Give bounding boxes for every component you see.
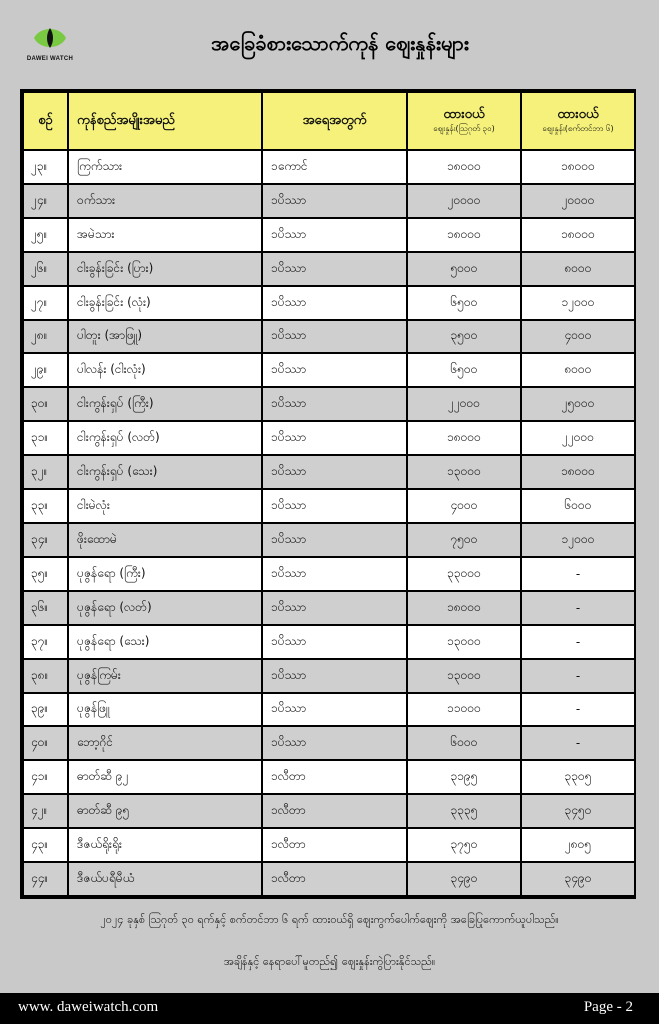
price-sep: ၆၀၀၀ — [521, 489, 635, 523]
item-name: ပုဇွန်ရော (ကြီး) — [68, 557, 262, 591]
item-name: ငါးခွန်းခြင်း (ပြား) — [68, 252, 262, 286]
price-sep: ၃၃၀၅ — [521, 760, 635, 794]
price-sep: ၁၈၀၀၀ — [521, 150, 635, 184]
table-row — [23, 726, 635, 760]
item-unit: ၁ပိဿာ — [262, 353, 407, 387]
row-number: ၄၃။ — [23, 828, 68, 862]
row-number: ၂၇။ — [23, 286, 68, 320]
row-number: ၃၈။ — [23, 659, 68, 693]
row-number: ၂၉။ — [23, 353, 68, 387]
header-price-aug-sub: ဈေးနှုန်း(ဩဂုတ် ၃၀) — [433, 124, 495, 134]
item-name: ငါးကွန်းရှပ် (ကြီး) — [68, 387, 262, 421]
item-unit: ၁ပိဿာ — [262, 387, 407, 421]
table-row — [23, 150, 635, 184]
table-row — [23, 286, 635, 320]
logo-text: DAWEI WATCH — [26, 56, 74, 62]
table-row — [23, 455, 635, 489]
item-unit: ၁ပိဿာ — [262, 421, 407, 455]
header-price-aug-label: ထားဝယ် — [443, 107, 485, 123]
price-aug: ၆၀၀၀ — [407, 726, 521, 760]
table-row — [23, 760, 635, 794]
row-number: ၂၃။ — [23, 150, 68, 184]
item-unit: ၁ပိဿာ — [262, 489, 407, 523]
price-sep: - — [521, 726, 635, 760]
price-sep: - — [521, 557, 635, 591]
price-sep: ၁၈၀၀၀ — [521, 218, 635, 252]
item-name: ဒီဇယ်ပရီမီယံ — [68, 862, 262, 896]
header-price-sep-sub: ဈေးနှုန်း(စက်တင်ဘာ ၆) — [542, 124, 614, 134]
item-unit: ၁ပိဿာ — [262, 726, 407, 760]
price-sep: ၈၀၀၀ — [521, 252, 635, 286]
eye-logo-icon — [32, 22, 68, 54]
page-number: Page - 2 — [583, 999, 633, 1015]
price-aug: ၁၃၀၀၀ — [407, 455, 521, 489]
row-number: ၂၅။ — [23, 218, 68, 252]
table-row — [23, 862, 635, 896]
page-footer — [0, 993, 659, 1024]
item-unit: ၁ပိဿာ — [262, 320, 407, 354]
table-row — [23, 659, 635, 693]
item-name: ဝက်သား — [68, 184, 262, 218]
table-header-row — [23, 92, 635, 150]
table-row — [23, 693, 635, 727]
table-row — [23, 353, 635, 387]
table-row — [23, 489, 635, 523]
item-unit: ၁ပိဿာ — [262, 218, 407, 252]
row-number: ၂၈။ — [23, 320, 68, 354]
table-row — [23, 320, 635, 354]
price-sep: ၁၂၀၀၀ — [521, 286, 635, 320]
table-row — [23, 828, 635, 862]
price-sep: ၃၄၉၀ — [521, 862, 635, 896]
price-aug: ၃၃၃၅ — [407, 794, 521, 828]
item-name: ငါးကွန်းရှပ် (လတ်) — [68, 421, 262, 455]
header-price-sep-label: ထားဝယ် — [557, 107, 599, 123]
row-number: ၄၂။ — [23, 794, 68, 828]
row-number: ၃၄။ — [23, 523, 68, 557]
header-name: ကုန်စည်အမျိုးအမည် — [68, 92, 262, 150]
price-aug: ၁၁၀၀၀ — [407, 693, 521, 727]
table-row — [23, 557, 635, 591]
item-unit: ၁ပိဿာ — [262, 557, 407, 591]
price-sep: - — [521, 591, 635, 625]
price-aug: ၄၀၀၀ — [407, 489, 521, 523]
page-title: အခြေခံစားသောက်ကုန် ဈေးနှုန်းများ — [211, 31, 469, 55]
item-name: ဓာတ်ဆီ ၉၅ — [68, 794, 262, 828]
item-unit: ၁လီတာ — [262, 828, 407, 862]
price-aug: ၆၅၀၀ — [407, 353, 521, 387]
row-number: ၃၁။ — [23, 421, 68, 455]
price-sep: ၂၅၀၀၀ — [521, 387, 635, 421]
table-row — [23, 387, 635, 421]
item-unit: ၁ကောင် — [262, 150, 407, 184]
price-aug: ၅၀၀၀ — [407, 252, 521, 286]
row-number: ၂၄။ — [23, 184, 68, 218]
header-no: စဉ် — [23, 92, 68, 150]
table-row — [23, 421, 635, 455]
item-unit: ၁ပိဿာ — [262, 523, 407, 557]
price-sep: ၈၀၀၀ — [521, 353, 635, 387]
table-row — [23, 523, 635, 557]
price-aug: ၁၈၀၀၀ — [407, 150, 521, 184]
item-unit: ၁ပိဿာ — [262, 184, 407, 218]
footnote-disclaimer: အချိန်နှင့် နေရာပေါ်မူတည်၍ ဈေးနှုန်းကွဲပြားနိုင်သည်။ — [223, 955, 436, 968]
item-unit: ၁ပိဿာ — [262, 455, 407, 489]
footnote-source: ၂၀၂၄ ခုနှစ် ဩဂုတ် ၃၀ ရက်နှင့် စက်တင်ဘာ ၆ ရက် ထားဝယ်ရှိ ဈေးကွက်ပေါက်ဈေးကို အခြေပြုကောက်ယူပါသည်။ — [100, 913, 559, 926]
item-name: ငါးမဲလုံး — [68, 489, 262, 523]
price-sep: ၃၄၅၀ — [521, 794, 635, 828]
price-sep: - — [521, 659, 635, 693]
header-price-aug — [407, 92, 521, 150]
price-sep: - — [521, 625, 635, 659]
header-price-sep — [521, 92, 635, 150]
row-number: ၃၃။ — [23, 489, 68, 523]
price-aug: ၃၅၀၀ — [407, 320, 521, 354]
price-aug: ၁၈၀၀၀ — [407, 421, 521, 455]
item-unit: ၁ပိဿာ — [262, 625, 407, 659]
price-sep: ၂၀၀၀၀ — [521, 184, 635, 218]
row-number: ၃၉။ — [23, 693, 68, 727]
price-aug: ၁၈၀၀၀ — [407, 591, 521, 625]
item-name: ငါးကွန်းရှပ် (သေး) — [68, 455, 262, 489]
item-name: ပုဇွန်ဖြူ — [68, 693, 262, 727]
row-number: ၃၇။ — [23, 625, 68, 659]
table-row — [23, 625, 635, 659]
price-aug: ၃၄၉၀ — [407, 862, 521, 896]
item-unit: ၁ပိဿာ — [262, 286, 407, 320]
price-aug: ၃၃၀၀၀ — [407, 557, 521, 591]
table-row — [23, 184, 635, 218]
price-table — [22, 91, 636, 897]
table-row — [23, 591, 635, 625]
item-unit: ၁လီတာ — [262, 794, 407, 828]
header-unit: အရေအတွက် — [262, 92, 407, 150]
website-link[interactable]: www. daweiwatch.com — [18, 999, 159, 1015]
price-aug: ၃၁၉၅ — [407, 760, 521, 794]
row-number: ၃၅။ — [23, 557, 68, 591]
table-row — [23, 794, 635, 828]
item-name: ပုဇွန်ကြမ်း — [68, 659, 262, 693]
row-number: ၂၆။ — [23, 252, 68, 286]
item-name: ပုဇွန်ရော (လတ်) — [68, 591, 262, 625]
page-header — [0, 0, 659, 80]
price-sep: ၂၂၀၀၀ — [521, 421, 635, 455]
item-unit: ၁ပိဿာ — [262, 252, 407, 286]
table-row — [23, 252, 635, 286]
item-name: ဓာတ်ဆီ ၉၂ — [68, 760, 262, 794]
row-number: ၄၁။ — [23, 760, 68, 794]
item-name: ပါတူး (အာဖြူ) — [68, 320, 262, 354]
item-unit: ၁ပိဿာ — [262, 591, 407, 625]
row-number: ၃၀။ — [23, 387, 68, 421]
item-unit: ၁ပိဿာ — [262, 659, 407, 693]
logo — [24, 22, 76, 70]
price-aug: ၁၈၀၀၀ — [407, 218, 521, 252]
price-aug: ၂၂၀၀၀ — [407, 387, 521, 421]
item-name: ဒီဇယ်ရိုးရိုး — [68, 828, 262, 862]
item-unit: ၁လီတာ — [262, 862, 407, 896]
row-number: ၃၆။ — [23, 591, 68, 625]
price-aug: ၇၅၀၀ — [407, 523, 521, 557]
item-name: ပုဇွန်ရော (သေး) — [68, 625, 262, 659]
price-aug: ၆၅၀၀ — [407, 286, 521, 320]
item-name: အမဲသား — [68, 218, 262, 252]
item-name: ကြက်သား — [68, 150, 262, 184]
item-name: ပါလန်း (ငါးလုံး) — [68, 353, 262, 387]
price-aug: ၃၇၅၀ — [407, 828, 521, 862]
price-table-container — [20, 89, 636, 899]
table-row — [23, 218, 635, 252]
item-unit: ၁လီတာ — [262, 760, 407, 794]
price-sep: ၂၈၀၅ — [521, 828, 635, 862]
price-aug: ၁၃၀၀၀ — [407, 625, 521, 659]
item-unit: ၁ပိဿာ — [262, 693, 407, 727]
price-aug: ၁၃၀၀၀ — [407, 659, 521, 693]
price-sep: ၁၂၀၀၀ — [521, 523, 635, 557]
price-sep: ၄၀၀၀ — [521, 320, 635, 354]
item-name: ဘော့ဂိုင် — [68, 726, 262, 760]
price-sep: ၁၈၀၀၀ — [521, 455, 635, 489]
price-aug: ၂၀၀၀၀ — [407, 184, 521, 218]
item-name: ငါးခွန်းခြင်း (လုံး) — [68, 286, 262, 320]
row-number: ၄၄။ — [23, 862, 68, 896]
row-number: ၄၀။ — [23, 726, 68, 760]
price-sep: - — [521, 693, 635, 727]
item-name: ဖိုးထောမဲ — [68, 523, 262, 557]
row-number: ၃၂။ — [23, 455, 68, 489]
